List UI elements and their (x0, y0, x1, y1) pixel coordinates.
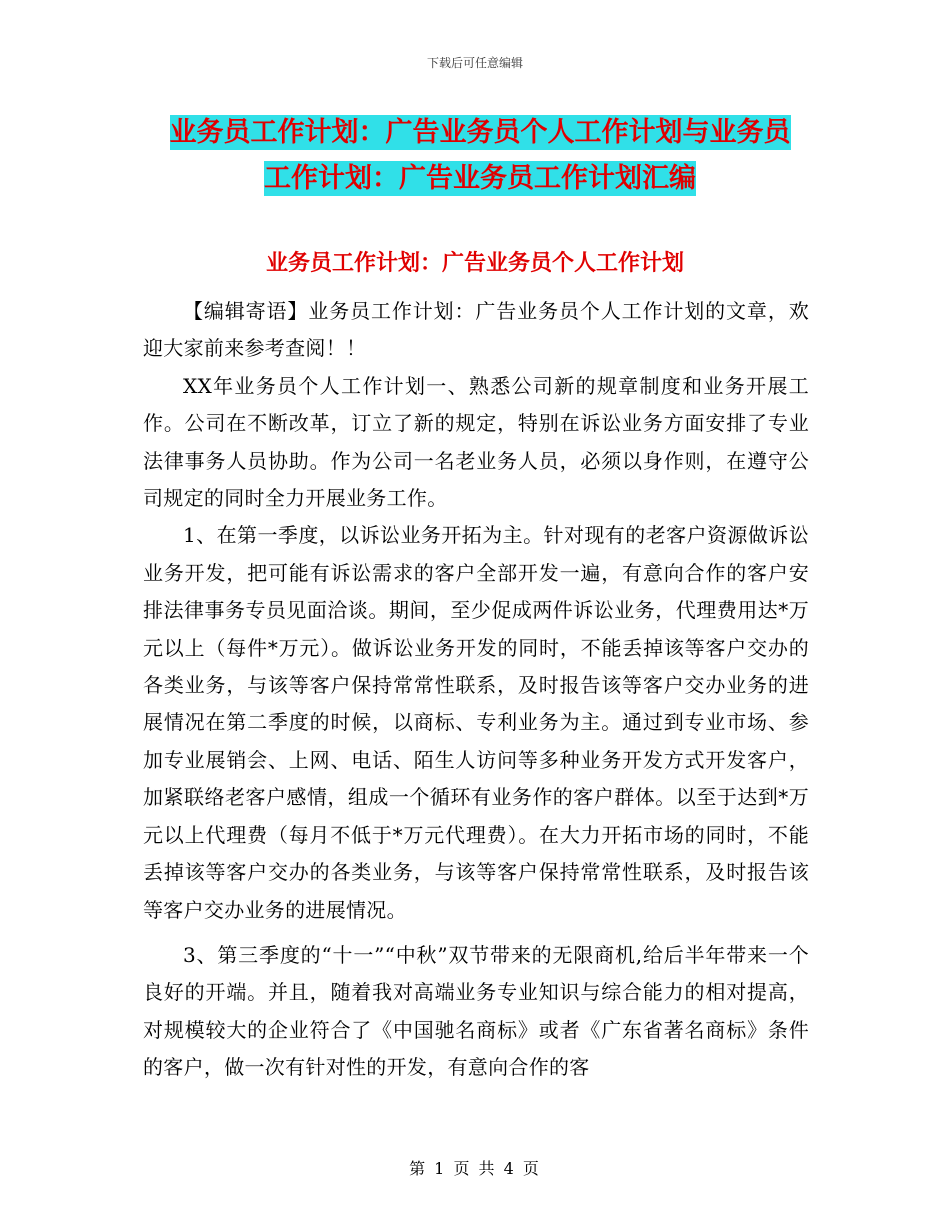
paragraph-q3: 3、第三季度的“十一”“中秋”双节带来的无限商机,给后半年带来一个良好的开端。并且，随着我对高端业务专业知识与综合能力的相对提高，对规模较大的企业符合了《中国驰名商标》或者《广东省著名商标》条件的客户，做一次有针对性的开发，有意向合作的客 (143, 942, 809, 1080)
document-body (143, 293, 809, 1087)
paragraph-intro: XX年业务员个人工作计划一、熟悉公司新的规章制度和业务开展工作。公司在不断改革，订立了新的规定，特别在诉讼业务方面安排了专业法律事务人员协助。作为公司一名老业务人员，必须以身作则，在遵守公司规定的同时全力开展业务工作。 (143, 373, 809, 511)
title-line-1: 业务员工作计划：广告业务员个人工作计划与业务员 (169, 117, 791, 148)
header-note: 下载后可任意编辑 (426, 56, 523, 70)
page-indicator: 第 1 页 共 4 页 (409, 1159, 541, 1178)
title-line-2: 工作计划：广告业务员工作计划汇编 (264, 163, 696, 194)
section-heading: 业务员工作计划：广告业务员个人工作计划 (265, 250, 684, 276)
document-title (140, 110, 820, 202)
paragraph-q1-q2: 1、在第一季度，以诉讼业务开拓为主。针对现有的老客户资源做诉讼业务开发，把可能有诉讼需求的客户全部开发一遍，有意向合作的客户安排法律事务专员见面洽谈。期间，至少促成两件诉讼业务，代理费用达*万元以上（每件*万元）。做诉讼业务开发的同时，不能丢掉该等客户交办的各类业务，与该等客户保持常常性联系，及时报告该等客户交办业务的进展情况在第二季度的时候，以商标、专利业务为主。通过到专业市场、参加专业展销会、上网、电话、陌生人访问等多种业务开发方式开发客户，加紧联络老客户感情，组成一个循环有业务作的客户群体。以至于达到*万元以上代理费（每月不低于*万元代理费）。在大力开拓市场的同时，不能丢掉该等客户交办的各类业务，与该等客户保持常常性联系，及时报告该等客户交办业务的进展情况。 (143, 523, 809, 922)
paragraph-editor-note: 【编辑寄语】业务员工作计划：广告业务员个人工作计划的文章，欢迎大家前来参考查阅！！ (143, 299, 809, 361)
